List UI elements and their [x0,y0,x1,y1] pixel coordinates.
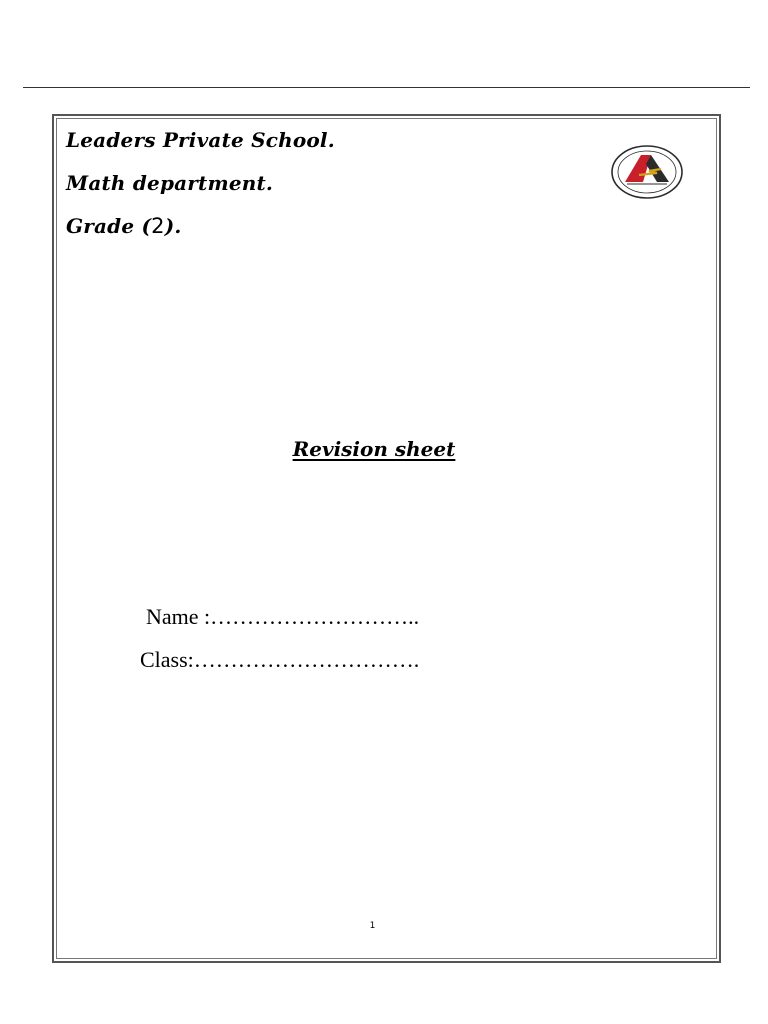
grade-value: 2 [151,214,165,238]
name-field: Name :……………………….. [146,604,420,629]
class-field: Class:…………………………. [140,647,420,672]
sheet-title: Revision sheet [292,437,456,461]
department-name: Math department. [66,171,274,195]
page-border [52,114,721,963]
grade-line [66,214,182,238]
grade-suffix: ). [164,214,182,238]
page-number: 1 [369,921,376,931]
school-name: Leaders Private School. [66,128,335,152]
school-crest-icon [611,145,683,199]
grade-prefix: Grade ( [66,214,152,238]
top-rule [23,87,750,88]
